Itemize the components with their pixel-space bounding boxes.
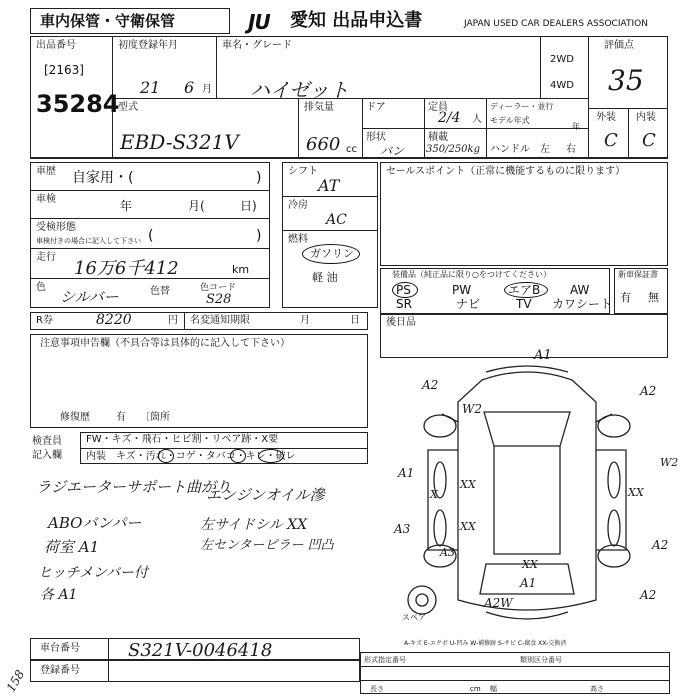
margin-note: 158 <box>3 667 28 695</box>
repair-place: 〔箇所 <box>140 412 170 423</box>
fuel-gasoline: ガソリン <box>310 247 354 260</box>
name-change-day: 日 <box>350 315 360 326</box>
storage-label: 車内保管・守衛保管 <box>40 12 176 30</box>
damage-legend: A-キズ E-エクボ U-凹み W-補修跡 S-サビ C-腐食 XX-交換済 <box>404 640 567 647</box>
recycle-unit: 円 <box>168 315 178 326</box>
equipment-tv: TV <box>516 297 532 311</box>
divider <box>30 248 270 249</box>
steering-left: 左 <box>540 144 550 155</box>
vehicle-label: 車名・グレード <box>222 40 292 51</box>
note-line: 各 A1 <box>40 587 78 603</box>
equipment-sr: SR <box>396 297 412 311</box>
inspection-day: 日) <box>240 199 257 213</box>
divider <box>588 36 589 158</box>
interior-value: C <box>642 130 656 151</box>
recycle-value: 8220 <box>96 312 132 328</box>
width-label: 幅 <box>490 685 497 693</box>
equipment-pw: PW <box>452 283 472 297</box>
damage-mark: A3 <box>394 522 411 536</box>
acceptance-close: ) <box>256 228 262 244</box>
registration-year: 21 <box>140 78 161 97</box>
steering-label: ハンドル <box>490 144 530 155</box>
damage-mark: A1 <box>534 348 552 363</box>
checker-mark <box>158 449 174 463</box>
displacement-unit: cc <box>346 144 357 155</box>
divider <box>30 158 668 159</box>
mileage-label: 走行 <box>36 252 56 263</box>
divider <box>216 36 217 98</box>
damage-mark: A2 <box>422 378 439 392</box>
inspection-year: 年 <box>120 199 133 213</box>
shift-value: AT <box>318 176 340 195</box>
equipment-seat: カワシート <box>552 297 613 311</box>
model-label: 型式 <box>118 102 138 113</box>
grade-value: 35 <box>608 64 644 97</box>
damage-mark: X <box>430 488 438 501</box>
note-line: 左センターピラー 凹凸 <box>200 538 334 553</box>
equipment-airbag: エアB <box>508 283 541 297</box>
checker-entry-label: 記入欄 <box>32 450 62 461</box>
checker-row1: FW・キズ・飛石・ヒビ割・リペア跡・X要 <box>86 434 279 445</box>
capacity-unit: 人 <box>472 114 482 125</box>
color-label: 色 <box>36 282 46 293</box>
association-name: JAPAN USED CAR DEALERS ASSOCIATION <box>464 19 648 29</box>
length-unit: cm <box>470 685 481 693</box>
acceptance-open: ( <box>148 228 154 244</box>
shift-label: シフト <box>288 166 318 177</box>
type-designation-label: 形式指定番号 <box>364 656 406 664</box>
equipment-ps-circle <box>392 282 418 298</box>
acceptance-label: 受検形態 <box>36 222 76 233</box>
ju-logo: JU <box>248 10 270 34</box>
warranty-label: 新車保証書 <box>618 270 658 279</box>
repair-label: 修復歴 <box>60 412 90 423</box>
divider <box>30 190 270 191</box>
history-value: 自家用・( <box>72 170 134 186</box>
checker-row2: キズ・汚れ・コゲ・タバコ・キレ・破レ <box>116 451 296 462</box>
recycle-label: R券 <box>36 315 53 326</box>
inspection-month: 月( <box>188 199 205 213</box>
exterior-value: C <box>604 130 618 151</box>
divider <box>360 666 670 667</box>
lot-code: [2163] <box>44 63 84 77</box>
acceptance-sub: 車検付きの場合に記入して下さい <box>36 237 141 245</box>
chassis-label: 車台番号 <box>40 643 80 654</box>
notes-label: 注意事項申告欄（不具合等は具体的に記入して下さい） <box>40 338 290 349</box>
color-code-label: 色コード <box>200 283 237 293</box>
model-year-label: モデル年式 <box>490 116 530 125</box>
height-label: 高さ <box>590 685 604 693</box>
warranty-no: 無 <box>648 291 659 304</box>
equipment-ps: PS <box>396 283 411 297</box>
damage-mark: A3 <box>440 546 455 559</box>
divider <box>362 128 588 129</box>
lot-number: 35284 <box>36 90 120 118</box>
inspection-label: 車検 <box>36 194 56 205</box>
interior-label: 内装 <box>636 112 656 123</box>
registration-label: 初度登録年月 <box>118 40 178 51</box>
checker-mark <box>230 449 246 463</box>
damage-mark: W2 <box>660 456 679 469</box>
damage-mark: A2 <box>640 384 657 398</box>
doors-label: ドア <box>366 102 386 113</box>
name-change-label: 名変通知期限 <box>190 315 250 326</box>
note-line: 荷室 A1 <box>44 538 100 556</box>
shape-value: バン <box>380 144 405 158</box>
fuel-diesel: 軽 油 <box>312 271 338 284</box>
damage-mark: W2 <box>462 402 482 416</box>
cooling-value: AC <box>326 212 347 228</box>
divider <box>30 218 270 219</box>
chassis-value: S321V-0046418 <box>128 640 273 661</box>
equipment-aw: AW <box>570 283 590 297</box>
dealer-label: ディーラー・並行 <box>490 102 554 111</box>
registration-month-unit: 月 <box>202 84 212 95</box>
divider <box>282 230 378 231</box>
name-change-month: 月 <box>300 315 310 326</box>
divider <box>80 448 368 449</box>
divider <box>360 680 670 681</box>
equipment-airbag-circle <box>504 282 548 298</box>
divider <box>112 98 588 99</box>
history-label: 車歴 <box>36 166 56 177</box>
history-close: ) <box>256 170 262 186</box>
divider <box>282 196 378 197</box>
warranty-yes: 有 <box>620 291 631 304</box>
checker-mark <box>258 449 284 463</box>
steering-right: 右 <box>566 144 576 155</box>
note-line: エンジンオイル滲 <box>206 486 325 504</box>
load-label: 積載 <box>428 132 448 143</box>
divider <box>540 36 541 98</box>
damage-mark: A1 <box>520 576 537 590</box>
damage-mark: XX <box>460 478 476 491</box>
divider <box>298 98 299 158</box>
length-label: 長さ <box>370 685 384 693</box>
capacity-value: 2/4 <box>438 110 461 126</box>
model-year-unit: 年 <box>572 122 580 131</box>
damage-mark: XX <box>628 486 644 499</box>
checker-label: 検査員 <box>32 436 62 447</box>
reg-number-label: 登録番号 <box>40 665 80 676</box>
fuel-label: 燃料 <box>288 234 308 245</box>
lot-label: 出品番号 <box>36 40 76 51</box>
divider <box>628 108 629 158</box>
note-line: ヒッチメンバー付 <box>38 565 149 581</box>
cooling-label: 冷房 <box>288 200 308 211</box>
drive-2wd: 2WD <box>550 54 574 65</box>
drive-4wd: 4WD <box>550 80 574 91</box>
load-value: 350/250kg <box>426 144 481 155</box>
equipment-navi: ナビ <box>456 297 481 311</box>
damage-mark: A2 <box>640 588 657 602</box>
note-line: ラジエーターサポート曲がり <box>36 478 232 496</box>
classification-label: 類別区分番号 <box>520 656 562 664</box>
damage-mark: A1 <box>398 466 415 480</box>
color-value: シルバー <box>60 288 119 306</box>
equipment-label: 装備品（純正品に限り○をつけてください） <box>392 270 551 279</box>
form-title: 愛知 出品申込書 <box>290 10 423 31</box>
model-value: EBD-S321V <box>120 130 239 154</box>
color-code-value: S28 <box>206 292 232 307</box>
color-change-label: 色替 <box>150 286 170 297</box>
damage-mark: A2 <box>652 538 669 552</box>
spec-box <box>360 652 670 694</box>
capacity-label: 定員 <box>428 102 448 113</box>
shape-label: 形状 <box>366 132 386 143</box>
spare-label: スペア <box>402 613 426 622</box>
sales-point-label: セールスポイント（正常に機能するものに限ります） <box>386 166 626 177</box>
vehicle-name: ハイゼット <box>250 78 349 102</box>
note-line: ABOバンパー <box>48 514 142 532</box>
damage-mark: A2W <box>484 596 513 610</box>
repair-value: 有 <box>116 412 126 423</box>
mileage-unit: km <box>232 263 250 276</box>
damage-mark: XX <box>460 520 476 533</box>
checker-row2-label: 内装 <box>86 451 106 462</box>
displacement-label: 排気量 <box>304 102 334 113</box>
grade-label: 評価点 <box>604 40 634 51</box>
after-date-label: 後日品 <box>386 317 416 328</box>
registration-month: 6 <box>184 78 195 97</box>
displacement-value: 660 <box>306 134 341 155</box>
damage-mark: XX <box>522 558 538 571</box>
divider <box>184 312 185 330</box>
note-line: 左サイドシル XX <box>200 517 308 533</box>
mileage-value: 16万6千412 <box>74 258 179 279</box>
exterior-label: 外装 <box>596 112 616 123</box>
